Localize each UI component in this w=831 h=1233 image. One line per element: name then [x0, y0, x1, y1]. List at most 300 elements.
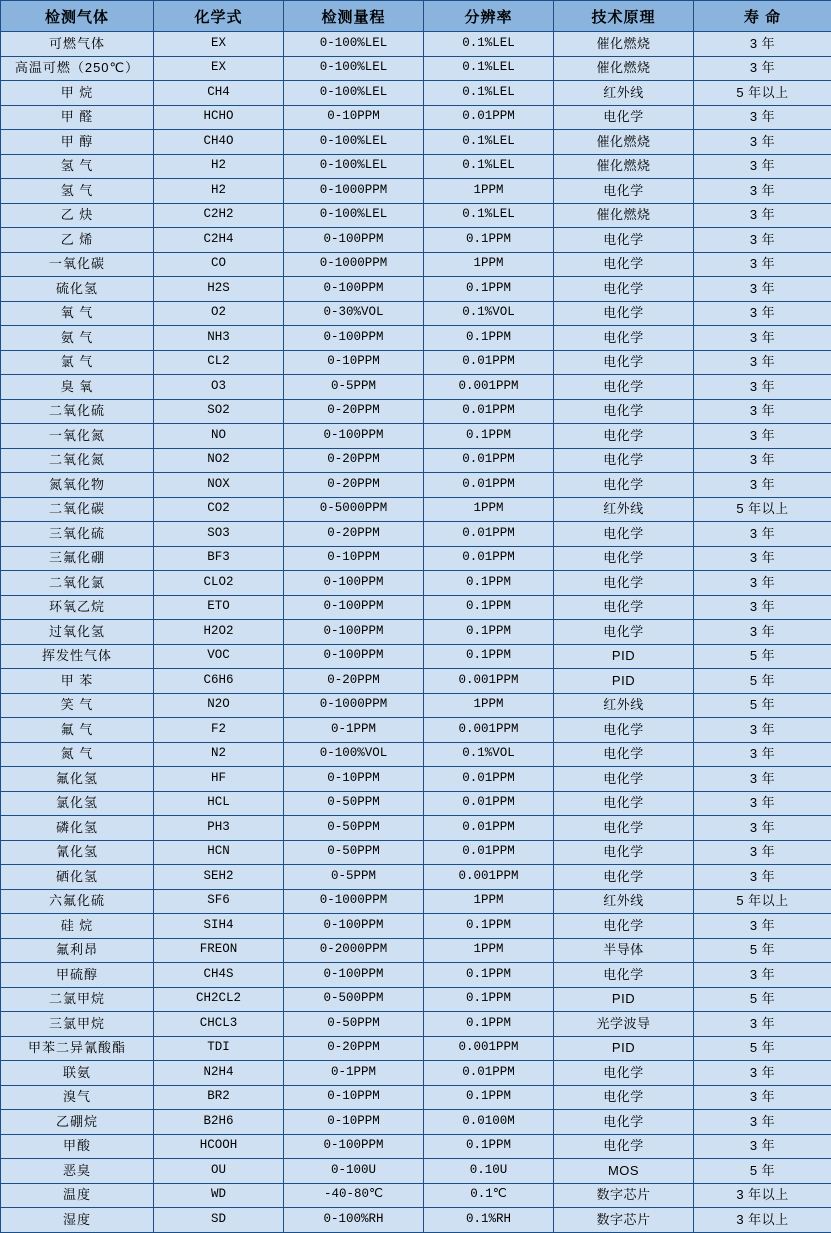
cell-principle: 电化学	[554, 473, 694, 498]
cell-resolution: 0.01PPM	[424, 767, 554, 792]
cell-range: 0-30%VOL	[284, 301, 424, 326]
cell-principle: 电化学	[554, 179, 694, 204]
cell-formula: SF6	[154, 889, 284, 914]
table-row	[1, 914, 831, 939]
cell-gas-name: 乙 炔	[1, 203, 154, 228]
cell-resolution: 1PPM	[424, 938, 554, 963]
cell-lifetime: 3 年	[694, 399, 831, 424]
cell-range: 0-100U	[284, 1159, 424, 1184]
table-row	[1, 154, 831, 179]
cell-resolution: 0.1PPM	[424, 595, 554, 620]
cell-principle: 电化学	[554, 399, 694, 424]
cell-formula: NH3	[154, 326, 284, 351]
cell-formula: HCN	[154, 840, 284, 865]
table-row	[1, 693, 831, 718]
cell-gas-name: 一氧化碳	[1, 252, 154, 277]
table-row	[1, 767, 831, 792]
cell-lifetime: 3 年	[694, 56, 831, 81]
cell-resolution: 0.01PPM	[424, 105, 554, 130]
cell-lifetime: 3 年	[694, 228, 831, 253]
cell-resolution: 0.1%VOL	[424, 742, 554, 767]
table-row	[1, 742, 831, 767]
cell-formula: C6H6	[154, 669, 284, 694]
cell-range: 0-20PPM	[284, 448, 424, 473]
table-row	[1, 473, 831, 498]
cell-principle: 电化学	[554, 1110, 694, 1135]
header-row	[1, 1, 831, 32]
cell-range: 0-50PPM	[284, 791, 424, 816]
cell-lifetime: 3 年	[694, 963, 831, 988]
cell-formula: BR2	[154, 1085, 284, 1110]
cell-range: 0-100PPM	[284, 595, 424, 620]
cell-lifetime: 3 年以上	[694, 1208, 831, 1233]
cell-formula: SD	[154, 1208, 284, 1233]
cell-formula: CH4	[154, 81, 284, 106]
cell-formula: O3	[154, 375, 284, 400]
cell-resolution: 1PPM	[424, 179, 554, 204]
cell-lifetime: 3 年	[694, 767, 831, 792]
cell-resolution: 0.1PPM	[424, 963, 554, 988]
cell-principle: 电化学	[554, 1061, 694, 1086]
cell-principle: 电化学	[554, 350, 694, 375]
cell-formula: HCOOH	[154, 1134, 284, 1159]
cell-lifetime: 3 年	[694, 595, 831, 620]
table-row	[1, 81, 831, 106]
cell-gas-name: 温度	[1, 1183, 154, 1208]
cell-resolution: 0.1PPM	[424, 620, 554, 645]
cell-resolution: 0.001PPM	[424, 1036, 554, 1061]
cell-range: 0-10PPM	[284, 105, 424, 130]
cell-range: 0-1000PPM	[284, 179, 424, 204]
cell-principle: 电化学	[554, 1085, 694, 1110]
cell-lifetime: 3 年	[694, 154, 831, 179]
cell-range: 0-10PPM	[284, 1110, 424, 1135]
cell-gas-name: 氰化氢	[1, 840, 154, 865]
cell-lifetime: 5 年	[694, 669, 831, 694]
cell-lifetime: 3 年	[694, 1085, 831, 1110]
cell-gas-name: 三氧化硫	[1, 522, 154, 547]
cell-range: 0-5000PPM	[284, 497, 424, 522]
cell-lifetime: 3 年	[694, 1012, 831, 1037]
table-body	[1, 32, 831, 1233]
cell-resolution: 0.1PPM	[424, 1134, 554, 1159]
cell-resolution: 0.1PPM	[424, 571, 554, 596]
table-row	[1, 179, 831, 204]
column-header-formula: 化学式	[154, 1, 284, 32]
cell-principle: 红外线	[554, 693, 694, 718]
cell-formula: FREON	[154, 938, 284, 963]
cell-range: 0-10PPM	[284, 546, 424, 571]
cell-range: 0-100PPM	[284, 914, 424, 939]
cell-principle: 电化学	[554, 1134, 694, 1159]
column-header-range: 检测量程	[284, 1, 424, 32]
cell-formula: CHCL3	[154, 1012, 284, 1037]
cell-gas-name: 溴气	[1, 1085, 154, 1110]
cell-lifetime: 5 年	[694, 938, 831, 963]
table-row	[1, 399, 831, 424]
cell-range: 0-100%LEL	[284, 32, 424, 57]
cell-lifetime: 3 年	[694, 571, 831, 596]
cell-gas-name: 二氧化硫	[1, 399, 154, 424]
table-row	[1, 889, 831, 914]
cell-gas-name: 氟利昂	[1, 938, 154, 963]
cell-lifetime: 3 年	[694, 840, 831, 865]
cell-formula: CL2	[154, 350, 284, 375]
cell-gas-name: 二氧化氮	[1, 448, 154, 473]
cell-resolution: 0.1PPM	[424, 644, 554, 669]
table-row	[1, 938, 831, 963]
cell-resolution: 0.01PPM	[424, 350, 554, 375]
cell-formula: CO	[154, 252, 284, 277]
cell-formula: VOC	[154, 644, 284, 669]
table-row	[1, 963, 831, 988]
cell-resolution: 0.001PPM	[424, 375, 554, 400]
cell-formula: N2	[154, 742, 284, 767]
table-row	[1, 718, 831, 743]
cell-resolution: 0.1PPM	[424, 228, 554, 253]
cell-range: 0-100PPM	[284, 1134, 424, 1159]
table-row	[1, 252, 831, 277]
cell-formula: SIH4	[154, 914, 284, 939]
cell-range: 0-100PPM	[284, 963, 424, 988]
table-row	[1, 228, 831, 253]
cell-range: 0-100PPM	[284, 620, 424, 645]
cell-lifetime: 5 年以上	[694, 81, 831, 106]
cell-principle: PID	[554, 1036, 694, 1061]
table-row	[1, 1110, 831, 1135]
cell-lifetime: 3 年	[694, 816, 831, 841]
cell-range: 0-1000PPM	[284, 252, 424, 277]
table-row	[1, 522, 831, 547]
cell-gas-name: 硅 烷	[1, 914, 154, 939]
cell-lifetime: 3 年	[694, 179, 831, 204]
cell-range: 0-20PPM	[284, 1036, 424, 1061]
cell-principle: 红外线	[554, 81, 694, 106]
cell-formula: B2H6	[154, 1110, 284, 1135]
table-row	[1, 424, 831, 449]
cell-lifetime: 5 年	[694, 644, 831, 669]
cell-principle: 红外线	[554, 497, 694, 522]
table-row	[1, 1085, 831, 1110]
table-row	[1, 130, 831, 155]
cell-formula: N2O	[154, 693, 284, 718]
cell-formula: C2H2	[154, 203, 284, 228]
column-header-principle: 技术原理	[554, 1, 694, 32]
cell-principle: 电化学	[554, 865, 694, 890]
table-row	[1, 1012, 831, 1037]
cell-formula: H2O2	[154, 620, 284, 645]
cell-lifetime: 3 年	[694, 130, 831, 155]
cell-range: -40-80℃	[284, 1183, 424, 1208]
cell-formula: WD	[154, 1183, 284, 1208]
cell-lifetime: 3 年	[694, 32, 831, 57]
cell-formula: EX	[154, 56, 284, 81]
table-row	[1, 840, 831, 865]
cell-range: 0-2000PPM	[284, 938, 424, 963]
cell-resolution: 0.1%LEL	[424, 32, 554, 57]
cell-principle: 电化学	[554, 767, 694, 792]
cell-gas-name: 氯化氢	[1, 791, 154, 816]
cell-principle: 电化学	[554, 742, 694, 767]
cell-formula: N2H4	[154, 1061, 284, 1086]
cell-gas-name: 湿度	[1, 1208, 154, 1233]
cell-resolution: 0.1%LEL	[424, 154, 554, 179]
cell-gas-name: 乙硼烷	[1, 1110, 154, 1135]
cell-lifetime: 3 年	[694, 718, 831, 743]
cell-resolution: 0.1%LEL	[424, 56, 554, 81]
cell-resolution: 0.1PPM	[424, 1085, 554, 1110]
cell-range: 0-50PPM	[284, 1012, 424, 1037]
cell-principle: 催化燃烧	[554, 154, 694, 179]
cell-gas-name: 二氯甲烷	[1, 987, 154, 1012]
cell-principle: PID	[554, 669, 694, 694]
cell-resolution: 0.01PPM	[424, 448, 554, 473]
table-header	[1, 1, 831, 32]
table-row	[1, 1036, 831, 1061]
table-row	[1, 1061, 831, 1086]
table-row	[1, 301, 831, 326]
cell-principle: 电化学	[554, 718, 694, 743]
cell-lifetime: 3 年	[694, 914, 831, 939]
table-row	[1, 32, 831, 57]
column-header-gas: 检测气体	[1, 1, 154, 32]
cell-principle: 电化学	[554, 595, 694, 620]
cell-gas-name: 磷化氢	[1, 816, 154, 841]
table-row	[1, 865, 831, 890]
cell-principle: 电化学	[554, 228, 694, 253]
cell-lifetime: 5 年	[694, 1159, 831, 1184]
cell-formula: F2	[154, 718, 284, 743]
cell-principle: 光学波导	[554, 1012, 694, 1037]
cell-gas-name: 环氧乙烷	[1, 595, 154, 620]
cell-formula: CLO2	[154, 571, 284, 596]
cell-lifetime: 3 年	[694, 1061, 831, 1086]
cell-formula: O2	[154, 301, 284, 326]
cell-resolution: 0.01PPM	[424, 399, 554, 424]
cell-range: 0-100PPM	[284, 326, 424, 351]
cell-range: 0-1000PPM	[284, 693, 424, 718]
table-row	[1, 326, 831, 351]
cell-principle: 催化燃烧	[554, 56, 694, 81]
cell-lifetime: 3 年	[694, 105, 831, 130]
cell-lifetime: 5 年以上	[694, 889, 831, 914]
cell-formula: SEH2	[154, 865, 284, 890]
cell-lifetime: 5 年	[694, 1036, 831, 1061]
cell-range: 0-10PPM	[284, 767, 424, 792]
cell-formula: C2H4	[154, 228, 284, 253]
cell-resolution: 0.01PPM	[424, 522, 554, 547]
cell-gas-name: 恶臭	[1, 1159, 154, 1184]
cell-resolution: 1PPM	[424, 889, 554, 914]
cell-lifetime: 5 年	[694, 693, 831, 718]
cell-range: 0-1000PPM	[284, 889, 424, 914]
cell-resolution: 0.1PPM	[424, 914, 554, 939]
cell-principle: PID	[554, 644, 694, 669]
cell-resolution: 1PPM	[424, 497, 554, 522]
table-row	[1, 375, 831, 400]
cell-principle: 电化学	[554, 277, 694, 302]
cell-range: 0-50PPM	[284, 816, 424, 841]
cell-gas-name: 氢 气	[1, 154, 154, 179]
cell-resolution: 0.01PPM	[424, 840, 554, 865]
cell-gas-name: 甲苯二异氰酸酯	[1, 1036, 154, 1061]
cell-gas-name: 氧 气	[1, 301, 154, 326]
cell-resolution: 0.001PPM	[424, 865, 554, 890]
cell-gas-name: 二氧化碳	[1, 497, 154, 522]
cell-gas-name: 六氟化硫	[1, 889, 154, 914]
cell-range: 0-100PPM	[284, 571, 424, 596]
table-row	[1, 1134, 831, 1159]
cell-lifetime: 3 年	[694, 791, 831, 816]
cell-lifetime: 3 年以上	[694, 1183, 831, 1208]
cell-principle: 电化学	[554, 620, 694, 645]
cell-resolution: 0.1PPM	[424, 277, 554, 302]
cell-gas-name: 二氧化氯	[1, 571, 154, 596]
column-header-lifetime: 寿 命	[694, 1, 831, 32]
cell-principle: 电化学	[554, 963, 694, 988]
cell-gas-name: 联氨	[1, 1061, 154, 1086]
cell-lifetime: 3 年	[694, 546, 831, 571]
cell-principle: 电化学	[554, 546, 694, 571]
cell-principle: 电化学	[554, 424, 694, 449]
cell-principle: 电化学	[554, 571, 694, 596]
cell-lifetime: 3 年	[694, 448, 831, 473]
cell-lifetime: 3 年	[694, 742, 831, 767]
cell-range: 0-100%LEL	[284, 154, 424, 179]
cell-gas-name: 乙 烯	[1, 228, 154, 253]
table-row	[1, 497, 831, 522]
cell-formula: NO	[154, 424, 284, 449]
cell-formula: HF	[154, 767, 284, 792]
cell-range: 0-100%LEL	[284, 203, 424, 228]
table-row	[1, 1183, 831, 1208]
table-row	[1, 816, 831, 841]
table-row	[1, 203, 831, 228]
cell-resolution: 0.1%LEL	[424, 130, 554, 155]
cell-formula: NOX	[154, 473, 284, 498]
cell-resolution: 0.001PPM	[424, 669, 554, 694]
cell-gas-name: 硫化氢	[1, 277, 154, 302]
cell-gas-name: 三氯甲烷	[1, 1012, 154, 1037]
cell-range: 0-100%RH	[284, 1208, 424, 1233]
cell-range: 0-500PPM	[284, 987, 424, 1012]
table-row	[1, 620, 831, 645]
cell-resolution: 1PPM	[424, 693, 554, 718]
cell-formula: CH2CL2	[154, 987, 284, 1012]
table-row	[1, 644, 831, 669]
cell-principle: 催化燃烧	[554, 203, 694, 228]
cell-principle: 数字芯片	[554, 1183, 694, 1208]
cell-gas-name: 氮 气	[1, 742, 154, 767]
cell-range: 0-1PPM	[284, 718, 424, 743]
cell-range: 0-5PPM	[284, 375, 424, 400]
cell-gas-name: 氟化氢	[1, 767, 154, 792]
cell-resolution: 0.1PPM	[424, 424, 554, 449]
cell-principle: 催化燃烧	[554, 32, 694, 57]
cell-range: 0-100PPM	[284, 277, 424, 302]
cell-lifetime: 3 年	[694, 301, 831, 326]
cell-principle: 电化学	[554, 105, 694, 130]
cell-resolution: 0.1PPM	[424, 326, 554, 351]
cell-range: 0-100PPM	[284, 424, 424, 449]
cell-gas-name: 笑 气	[1, 693, 154, 718]
cell-resolution: 0.001PPM	[424, 718, 554, 743]
cell-formula: OU	[154, 1159, 284, 1184]
cell-range: 0-100%VOL	[284, 742, 424, 767]
cell-gas-name: 氨 气	[1, 326, 154, 351]
cell-gas-name: 挥发性气体	[1, 644, 154, 669]
cell-formula: PH3	[154, 816, 284, 841]
cell-resolution: 0.0100M	[424, 1110, 554, 1135]
table-row	[1, 277, 831, 302]
cell-resolution: 0.01PPM	[424, 546, 554, 571]
cell-gas-name: 甲 醛	[1, 105, 154, 130]
cell-range: 0-100PPM	[284, 644, 424, 669]
cell-principle: 催化燃烧	[554, 130, 694, 155]
table-row	[1, 571, 831, 596]
cell-principle: 电化学	[554, 840, 694, 865]
cell-gas-name: 氢 气	[1, 179, 154, 204]
cell-resolution: 0.01PPM	[424, 473, 554, 498]
cell-formula: ETO	[154, 595, 284, 620]
table-row	[1, 1159, 831, 1184]
cell-lifetime: 3 年	[694, 252, 831, 277]
cell-gas-name: 甲 醇	[1, 130, 154, 155]
cell-resolution: 0.1%LEL	[424, 81, 554, 106]
cell-resolution: 0.1PPM	[424, 987, 554, 1012]
cell-range: 0-10PPM	[284, 350, 424, 375]
cell-resolution: 0.1PPM	[424, 1012, 554, 1037]
cell-principle: 电化学	[554, 522, 694, 547]
cell-gas-name: 氟 气	[1, 718, 154, 743]
column-header-resolution: 分辨率	[424, 1, 554, 32]
cell-formula: HCL	[154, 791, 284, 816]
table-row	[1, 669, 831, 694]
cell-gas-name: 可燃气体	[1, 32, 154, 57]
cell-gas-name: 臭 氧	[1, 375, 154, 400]
cell-gas-name: 氯 气	[1, 350, 154, 375]
cell-gas-name: 甲 苯	[1, 669, 154, 694]
table-row	[1, 1208, 831, 1233]
cell-gas-name: 一氧化氮	[1, 424, 154, 449]
cell-lifetime: 3 年	[694, 277, 831, 302]
cell-formula: TDI	[154, 1036, 284, 1061]
cell-lifetime: 3 年	[694, 865, 831, 890]
cell-range: 0-20PPM	[284, 522, 424, 547]
table-row	[1, 791, 831, 816]
cell-formula: SO3	[154, 522, 284, 547]
cell-range: 0-100PPM	[284, 228, 424, 253]
cell-principle: 红外线	[554, 889, 694, 914]
cell-gas-name: 过氧化氢	[1, 620, 154, 645]
cell-gas-name: 三氟化硼	[1, 546, 154, 571]
table-row	[1, 595, 831, 620]
cell-lifetime: 3 年	[694, 620, 831, 645]
cell-formula: CH4O	[154, 130, 284, 155]
cell-formula: CO2	[154, 497, 284, 522]
cell-lifetime: 3 年	[694, 1110, 831, 1135]
cell-principle: PID	[554, 987, 694, 1012]
cell-principle: 电化学	[554, 375, 694, 400]
cell-resolution: 0.01PPM	[424, 791, 554, 816]
cell-lifetime: 3 年	[694, 1134, 831, 1159]
cell-resolution: 0.01PPM	[424, 816, 554, 841]
cell-gas-name: 氮氧化物	[1, 473, 154, 498]
cell-principle: 电化学	[554, 252, 694, 277]
table-row	[1, 350, 831, 375]
cell-principle: 电化学	[554, 816, 694, 841]
cell-range: 0-100%LEL	[284, 130, 424, 155]
